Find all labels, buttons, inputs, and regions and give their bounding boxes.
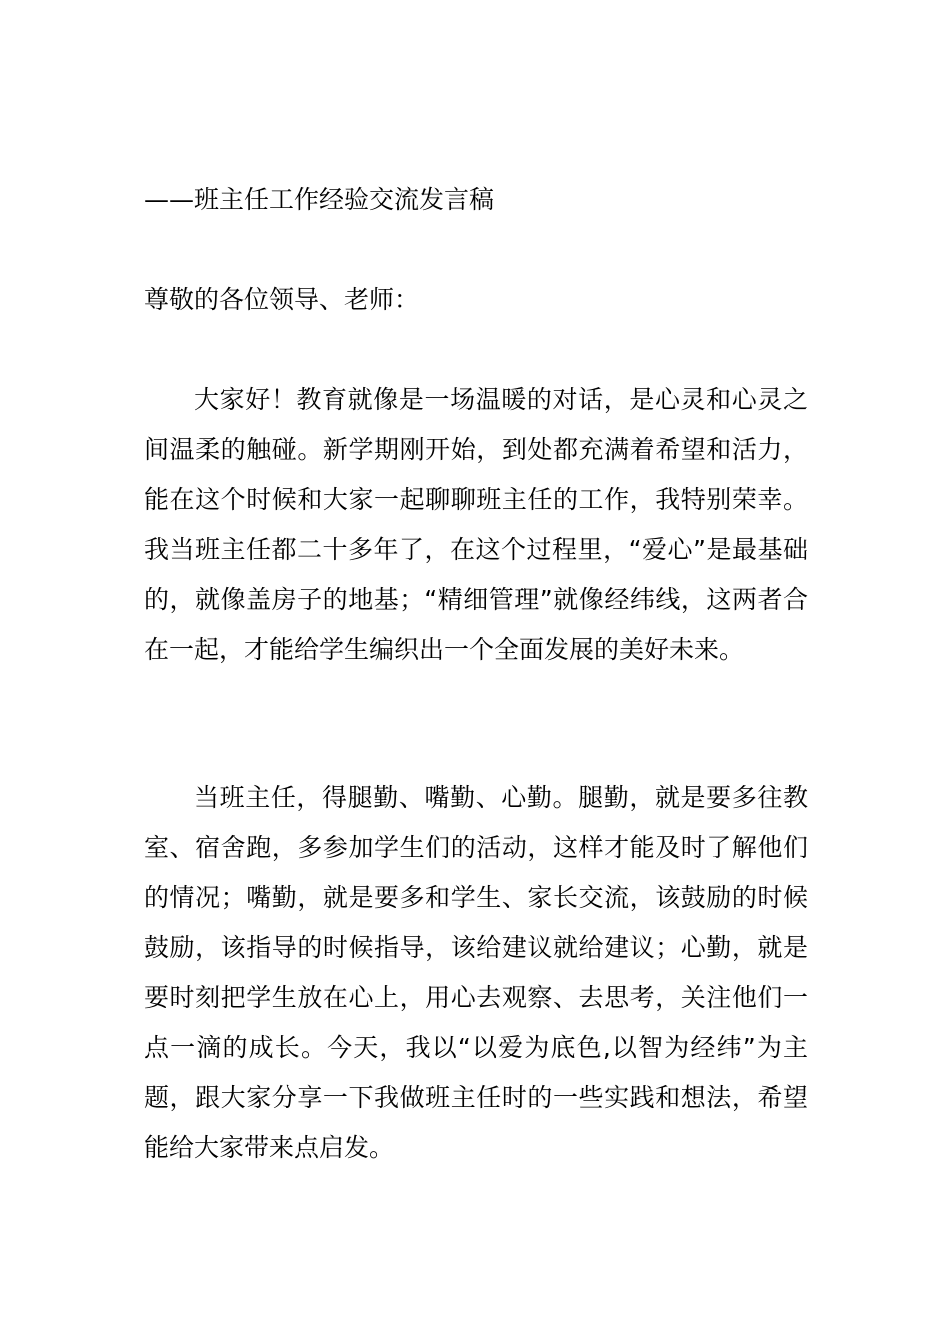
document-subtitle: ——班主任工作经验交流发言稿 — [144, 185, 495, 214]
paragraph-intro: 大家好！教育就像是一场温暖的对话，是心灵和心灵之间温柔的触碰。新学期刚开始，到处都充满着希望和活力，能在这个时候和大家一起聊聊班主任的工作，我特别荣幸。我当班主任都二十多年了，在这个过程里，“爱心”是最基础的，就像盖房子的地基；“精细管理”就像经纬线，这两者合在一起，才能给学生编织出一个全面发展的美好未来。 — [144, 385, 808, 664]
paragraph-diligence: 当班主任，得腿勤、嘴勤、心勤。腿勤，就是要多往教室、宿舍跑，多参加学生们的活动，这样才能及时了解他们的情况；嘴勤，就是要多和学生、家长交流，该鼓励的时候鼓励，该指导的时候指导，该给建议就给建议；心勤，就是要时刻把学生放在心上，用心去观察、去思考，关注他们一点一滴的成长。今天，我以“以爱为底色,以智为经纬”为主题，跟大家分享一下我做班主任时的一些实践和想法，希望能给大家带来点启发。 — [144, 783, 808, 1162]
salutation: 尊敬的各位领导、老师： — [144, 285, 420, 314]
